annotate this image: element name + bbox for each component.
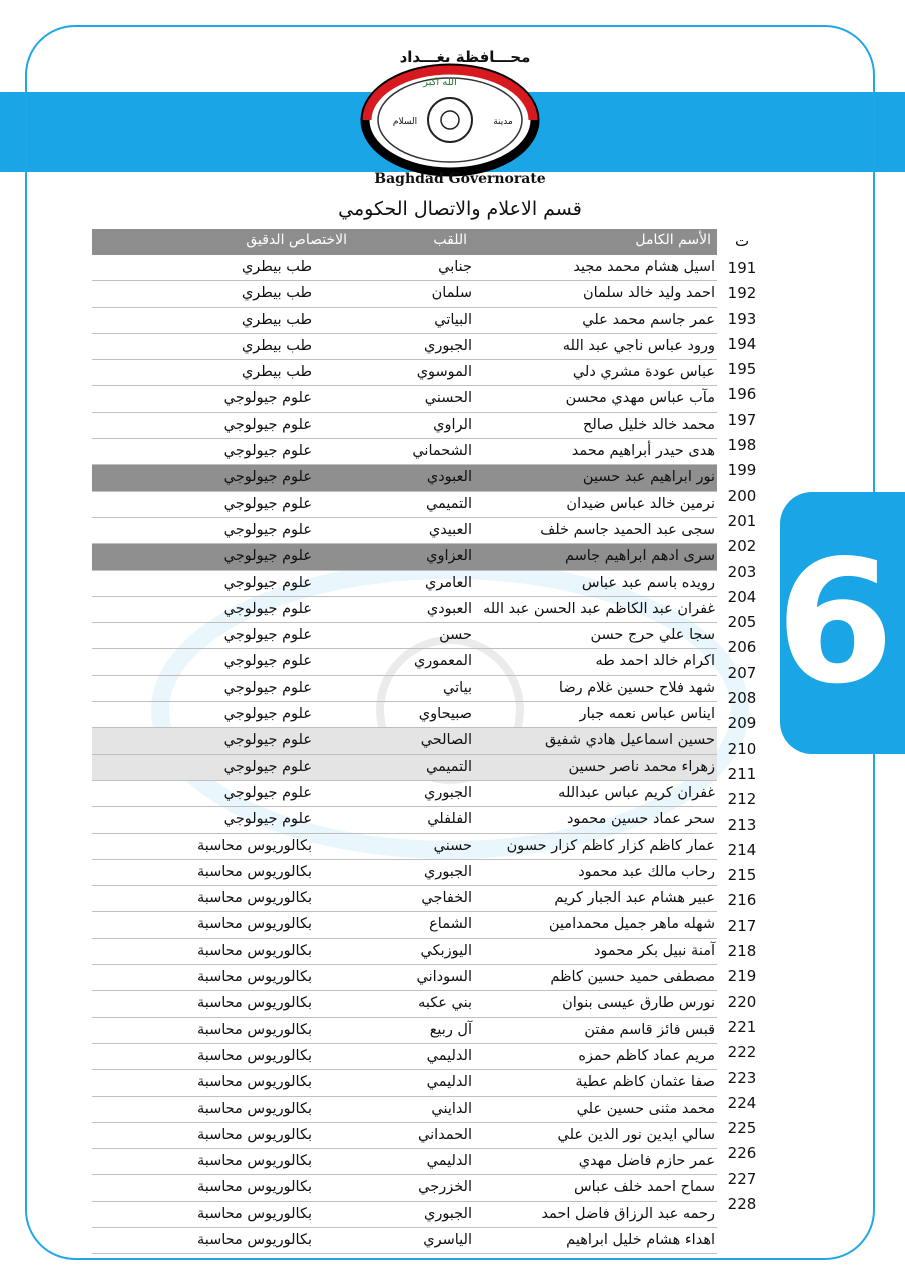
row-number: 209 [727, 714, 757, 733]
emblem-top-text: الله اكبر [423, 77, 457, 88]
cell-name: سحر عماد حسين محمود [566, 811, 715, 828]
row-number: 221 [727, 1017, 757, 1036]
table-row [92, 991, 717, 1017]
header-name: الأسم الكامل [635, 232, 711, 248]
cell-spec: علوم جيولوجي [223, 679, 312, 696]
cell-title: صبيحاوي [418, 706, 472, 723]
cell-spec: بكالوريوس محاسبة [196, 995, 312, 1012]
cell-title: الجبوري [423, 337, 472, 354]
cell-spec: علوم جيولوجي [223, 416, 312, 433]
table-row [92, 939, 717, 965]
cell-title: المعموري [413, 653, 472, 670]
cell-name: عبير هشام عبد الجبار كريم [554, 890, 715, 907]
cell-spec: طب بيطري [241, 364, 312, 381]
cell-name: محمد مثنى حسين علي [576, 1100, 715, 1117]
table-row [92, 439, 717, 465]
org-english-name: Baghdad Governorate [374, 171, 546, 187]
cell-name: عمار كاظم كزار كاظم كزار حسون [506, 837, 715, 854]
table-row [92, 834, 717, 860]
row-number: 205 [727, 613, 757, 632]
cell-name: صفا عثمان كاظم عطية [575, 1074, 715, 1091]
cell-spec: بكالوريوس محاسبة [196, 969, 312, 986]
table-row [92, 755, 717, 781]
emblem-left-text: السلام [392, 117, 418, 127]
row-number: 203 [727, 562, 757, 581]
cell-title: اليوزبكي [420, 942, 472, 959]
cell-name: اهداء هشام خليل ابراهيم [566, 1231, 715, 1248]
cell-title: آل ربيع [429, 1021, 472, 1038]
cell-title: جنابي [438, 259, 472, 275]
cell-name: سجا علي حرج حسن [590, 627, 715, 644]
row-number: 194 [727, 334, 757, 353]
table-row [92, 334, 717, 360]
table-row [92, 413, 717, 439]
cell-name: رويده باسم عبد عباس [581, 574, 715, 591]
number-column [722, 229, 762, 1216]
cell-title: الفلفلي [427, 811, 472, 828]
cell-spec: بكالوريوس محاسبة [196, 1047, 312, 1064]
header-num: ت [734, 232, 750, 250]
table-row [92, 912, 717, 938]
table-row [92, 965, 717, 991]
cell-spec: علوم جيولوجي [223, 600, 312, 617]
row-number: 206 [727, 638, 757, 657]
cell-title: الشحماني [412, 443, 472, 460]
cell-name: زهراء محمد ناصر حسين [568, 758, 715, 775]
row-number: 201 [727, 511, 757, 530]
table-row [92, 1044, 717, 1070]
cell-name: ورود عباس ناجي عبد الله [562, 337, 715, 354]
table-row [92, 597, 717, 623]
cell-title: التميمي [425, 495, 472, 512]
cell-spec: بكالوريوس محاسبة [196, 1074, 312, 1091]
cell-title: الياسري [423, 1231, 472, 1248]
org-arabic-name: محـــافظة بغـــداد [399, 48, 531, 66]
cell-spec: علوم جيولوجي [223, 495, 312, 512]
cell-name: رحاب مالك عبد محمود [578, 863, 715, 880]
cell-spec: طب بيطري [241, 259, 312, 275]
cell-name: غفران عبد الكاظم عبد الحسن عبد الله [482, 600, 715, 617]
row-number: 202 [727, 537, 757, 556]
cell-spec: طب بيطري [241, 311, 312, 328]
cell-spec: علوم جيولوجي [223, 443, 312, 460]
cell-name: قبس فائز قاسم مفتن [584, 1021, 715, 1038]
cell-spec: طب بيطري [241, 285, 312, 302]
page-number: 6 [775, 524, 895, 722]
row-number: 225 [727, 1119, 757, 1138]
row-number: 196 [727, 385, 757, 404]
cell-title: الحسني [424, 390, 472, 407]
row-number: 195 [727, 360, 757, 379]
page-number-tab [775, 492, 905, 754]
table-row [92, 1123, 717, 1149]
cell-title: حسني [433, 837, 472, 854]
cell-spec: بكالوريوس محاسبة [196, 1205, 312, 1222]
cell-title: العزاوي [426, 548, 472, 565]
header-spec: الاختصاص الدقيق [246, 232, 347, 248]
cell-spec: علوم جيولوجي [223, 390, 312, 407]
cell-spec: بكالوريوس محاسبة [196, 863, 312, 880]
row-number: 214 [727, 840, 757, 859]
cell-title: الدايني [431, 1100, 472, 1117]
row-number: 204 [727, 587, 757, 606]
cell-title: التميمي [425, 758, 472, 775]
cell-name: عباس عودة مشري دلي [572, 364, 715, 381]
row-number: 228 [727, 1194, 757, 1213]
row-number: 200 [727, 486, 757, 505]
row-number: 227 [727, 1169, 757, 1188]
table-row [92, 1070, 717, 1096]
cell-name: اكرام خالد احمد طه [595, 653, 715, 670]
row-number: 217 [727, 916, 757, 935]
row-number: 218 [727, 942, 757, 961]
table-row [92, 623, 717, 649]
cell-title: بني عكبه [418, 995, 472, 1012]
cell-name: عمر حازم فاضل مهدي [578, 1153, 715, 1170]
table-row [92, 386, 717, 412]
row-number: 224 [727, 1093, 757, 1112]
table-row [92, 781, 717, 807]
row-number: 213 [727, 815, 757, 834]
cell-title: الموسوي [416, 364, 472, 381]
cell-spec: بكالوريوس محاسبة [196, 1100, 312, 1117]
row-number: 208 [727, 689, 757, 708]
cell-spec: بكالوريوس محاسبة [196, 1231, 312, 1248]
cell-title: الجبوري [423, 863, 472, 880]
employee-table [92, 229, 717, 1254]
cell-spec: علوم جيولوجي [223, 574, 312, 591]
cell-title: الدليمي [426, 1153, 472, 1170]
cell-spec: بكالوريوس محاسبة [196, 837, 312, 854]
cell-name: مآب عباس مهدي محسن [565, 390, 715, 407]
row-number: 220 [727, 992, 757, 1011]
cell-name: محمد خالد خليل صالح [583, 416, 715, 433]
cell-name: هدى حيدر أبراهيم محمد [571, 443, 715, 460]
row-number: 222 [727, 1043, 757, 1062]
cell-title: الجبوري [423, 784, 472, 801]
governorate-logo [345, 42, 560, 192]
table-row [92, 1149, 717, 1175]
cell-title: الخفاجي [421, 890, 472, 907]
cell-name: احمد وليد خالد سلمان [582, 285, 715, 302]
cell-spec: بكالوريوس محاسبة [196, 890, 312, 907]
table-row [92, 860, 717, 886]
cell-title: العبيدي [428, 521, 472, 538]
cell-name: نرمين خالد عباس ضيدان [566, 495, 715, 512]
table-row [92, 886, 717, 912]
table-row [92, 465, 717, 491]
cell-title: العامري [425, 574, 472, 591]
table-row [92, 255, 717, 281]
table-row [92, 492, 717, 518]
cell-spec: علوم جيولوجي [223, 732, 312, 749]
table-row [92, 360, 717, 386]
cell-title: الجبوري [423, 1205, 472, 1222]
table-row [92, 649, 717, 675]
cell-title: الصالحي [420, 732, 472, 749]
row-number: 191 [727, 259, 757, 277]
cell-spec: علوم جيولوجي [223, 469, 312, 486]
row-number: 199 [727, 461, 757, 480]
table-row [92, 1018, 717, 1044]
table-row [92, 308, 717, 334]
row-number: 223 [727, 1068, 757, 1087]
row-number: 192 [727, 284, 757, 303]
cell-spec: بكالوريوس محاسبة [196, 1126, 312, 1143]
cell-title: العبودي [426, 469, 472, 486]
cell-name: نورس طارق عيسى بنوان [562, 995, 715, 1012]
cell-name: سالي ايدين نور الدين علي [557, 1126, 715, 1143]
cell-title: العبودي [426, 600, 472, 617]
cell-name: مصطفى حميد حسين كاظم [550, 969, 715, 986]
table-header [92, 229, 717, 255]
header-title: اللقب [433, 232, 467, 248]
cell-name: سجى عبد الحميد جاسم خلف [540, 521, 715, 538]
cell-name: شهله ماهر جميل محمدامين [548, 916, 715, 933]
cell-spec: علوم جيولوجي [223, 627, 312, 644]
cell-spec: علوم جيولوجي [223, 521, 312, 538]
row-number: 219 [727, 967, 757, 986]
row-number: 210 [727, 739, 757, 758]
cell-name: رحمه عبد الرزاق فاضل احمد [541, 1205, 715, 1222]
table-row [92, 1228, 717, 1254]
cell-name: حسين اسماعيل هادي شفيق [545, 732, 715, 749]
cell-name: مريم عماد كاظم حمزه [578, 1047, 715, 1064]
cell-name: غفران كريم عباس عبدالله [558, 784, 715, 801]
cell-spec: بكالوريوس محاسبة [196, 916, 312, 933]
cell-title: البياتي [434, 311, 472, 328]
row-number: 197 [727, 410, 757, 429]
cell-spec: علوم جيولوجي [223, 653, 312, 670]
cell-spec: علوم جيولوجي [223, 811, 312, 828]
cell-title: الدليمي [426, 1047, 472, 1064]
cell-title: سلمان [431, 285, 472, 302]
cell-spec: علوم جيولوجي [223, 706, 312, 723]
cell-title: الشماع [429, 916, 472, 933]
emblem-right-text: مدينة [493, 117, 513, 127]
table-row [92, 702, 717, 728]
cell-title: السوداني [416, 969, 472, 986]
row-number: 216 [727, 891, 757, 910]
cell-name: نور ابراهيم عبد حسين [582, 469, 715, 486]
table-row [92, 518, 717, 544]
table-row [92, 1202, 717, 1228]
cell-spec: بكالوريوس محاسبة [196, 1179, 312, 1196]
cell-spec: بكالوريوس محاسبة [196, 1021, 312, 1038]
row-number: 212 [727, 790, 757, 809]
row-number: 193 [727, 309, 757, 328]
cell-name: سماح احمد خلف عباس [573, 1179, 715, 1196]
cell-spec: علوم جيولوجي [223, 758, 312, 775]
cell-title: الدليمي [426, 1074, 472, 1091]
table-row [92, 1097, 717, 1123]
cell-title: الحمداني [418, 1126, 472, 1143]
cell-name: سرى ادهم ابراهيم جاسم [564, 548, 715, 565]
cell-spec: علوم جيولوجي [223, 548, 312, 565]
row-number: 207 [727, 663, 757, 682]
cell-name: عمر جاسم محمد علي [582, 311, 715, 328]
cell-name: ايناس عباس نعمه جبار [579, 706, 715, 723]
table-row [92, 1175, 717, 1201]
row-number: 211 [727, 764, 757, 783]
row-number: 198 [727, 436, 757, 455]
table-row [92, 281, 717, 307]
cell-name: آمنة نبيل بكر محمود [593, 942, 715, 959]
cell-spec: بكالوريوس محاسبة [196, 1153, 312, 1170]
row-number: 215 [727, 866, 757, 885]
table-row [92, 544, 717, 570]
cell-title: حسن [439, 627, 472, 644]
table-row [92, 728, 717, 754]
cell-spec: علوم جيولوجي [223, 784, 312, 801]
table-row [92, 807, 717, 833]
department-title: قسم الاعلام والاتصال الحكومي [338, 198, 582, 220]
cell-name: اسيل هشام محمد مجيد [573, 259, 715, 275]
table-row [92, 676, 717, 702]
row-number: 226 [727, 1144, 757, 1163]
cell-title: بياتي [443, 679, 472, 696]
cell-title: الراوي [433, 416, 472, 433]
table-row [92, 571, 717, 597]
cell-name: شهد فلاح حسين غلام رضا [558, 679, 715, 696]
cell-spec: بكالوريوس محاسبة [196, 942, 312, 959]
cell-title: الخزرجي [418, 1179, 472, 1196]
cell-spec: طب بيطري [241, 337, 312, 354]
